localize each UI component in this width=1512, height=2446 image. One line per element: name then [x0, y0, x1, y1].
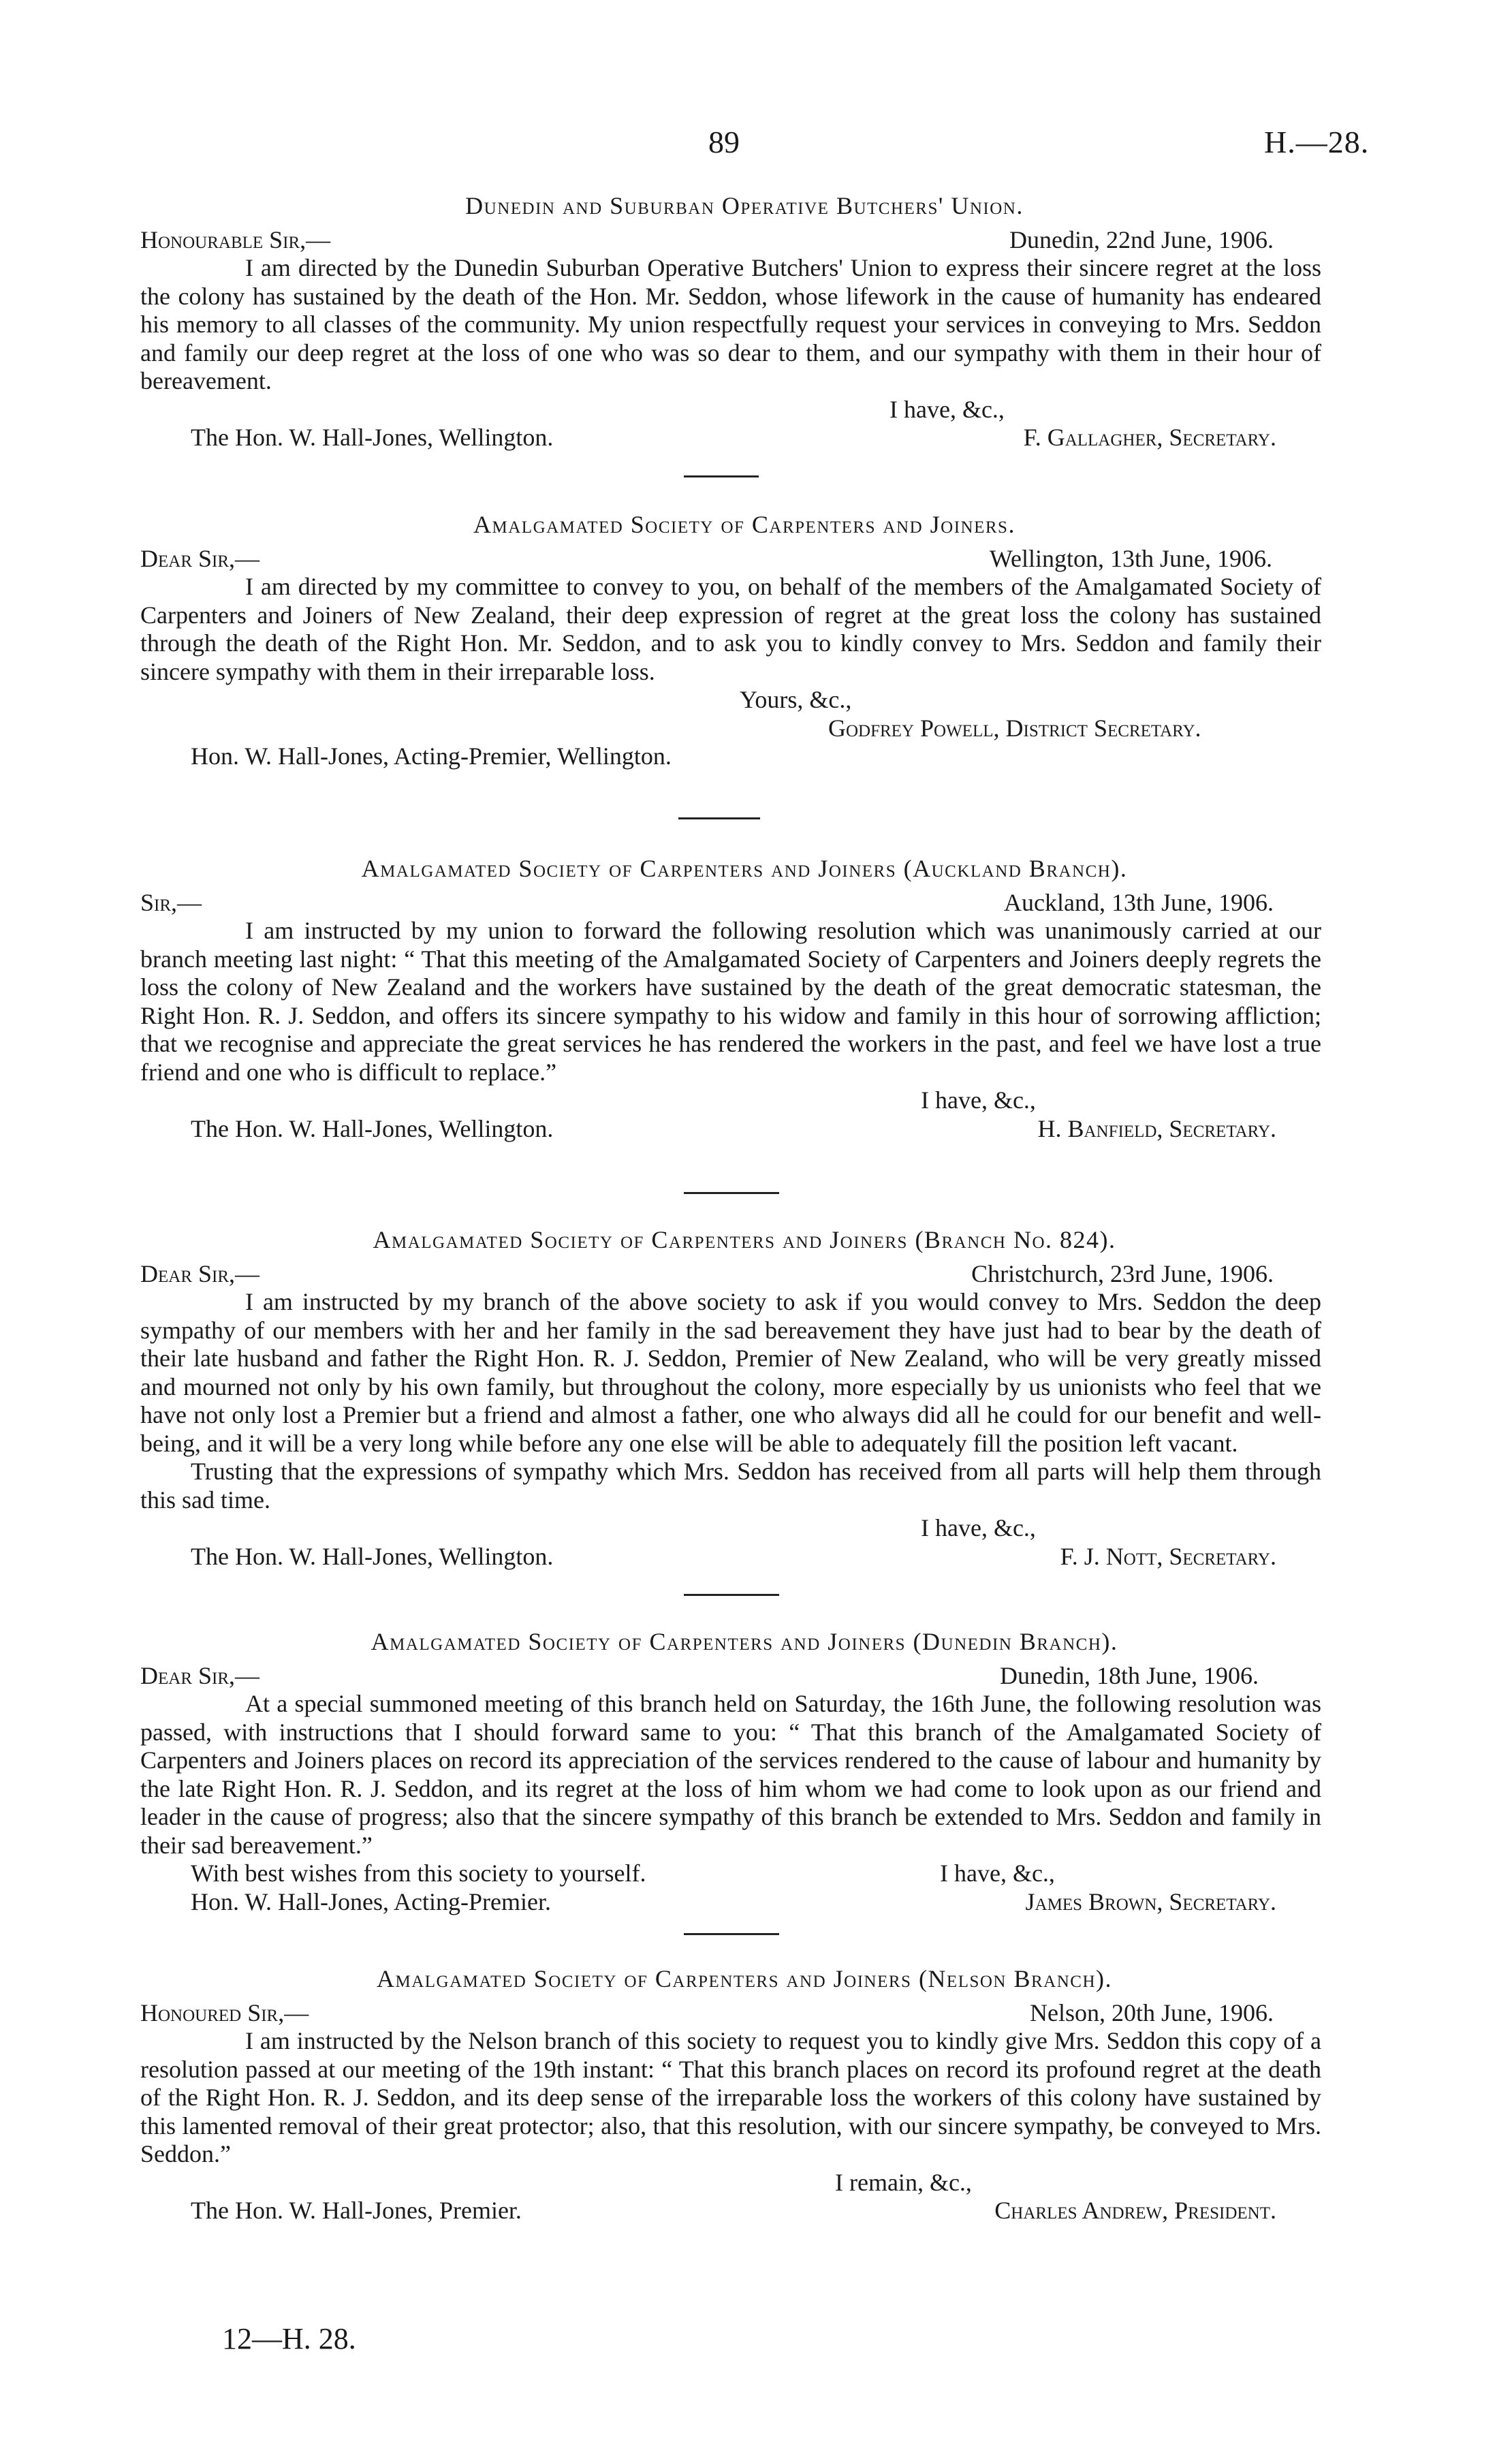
letter-heading: Amalgamated Society of Carpenters and Joiners (Nelson Branch). [377, 1965, 1112, 1992]
addressee: The Hon. W. Hall-Jones, Wellington. [191, 1542, 554, 1570]
letter-heading: Amalgamated Society of Carpenters and Joiners (Auckland Branch). [361, 855, 1128, 882]
salutation: Sir,— [140, 888, 202, 916]
divider-rule [678, 817, 760, 819]
addressee: The Hon. W. Hall-Jones, Wellington. [191, 424, 554, 451]
closing: I have, &c., [921, 1086, 1036, 1114]
closing: I have, &c., [940, 1860, 1055, 1887]
salutation: Honoured Sir,— [140, 1998, 309, 2026]
wishes-row [140, 1860, 1321, 1888]
footer-sheet-code: 12—H. 28. [222, 2322, 356, 2355]
closing: I remain, &c., [835, 2168, 972, 2196]
divider-rule [684, 1192, 779, 1194]
closing: Yours, &c., [740, 686, 852, 713]
closing: I have, &c., [921, 1514, 1036, 1541]
letter-body: I am directed by my committee to convey to you, on behalf of the members of the Amalgamated Society of Carpenters and Joiners of New Zealand, their deep expression of regret at the great loss the colony has sustained through the death of the Right Hon. Mr. Seddon, and to ask you to kindly convey to Mrs. Seddon and family their sincere sympathy with them in their irreparable loss. [140, 573, 1321, 685]
page-number: 89 [708, 125, 740, 159]
letter-dunedin-branch [140, 1628, 1321, 1916]
closing: I have, &c., [889, 395, 1005, 423]
place-date: Christchurch, 23rd June, 1906. [971, 1259, 1274, 1287]
signature: H. Banfield, Secretary. [1037, 1114, 1276, 1142]
letter-body: I am directed by the Dunedin Suburban Operative Butchers' Union to express their sincere regret at the loss the colony has sustained by the death of the Hon. Mr. Seddon, whose lifework in the cause of humanity has endeared his memory to all classes of the community. My union respectfully request your services in conveying to Mrs. Seddon and family our deep regret at the loss of one who was so dear to them, and our sympathy with them in their hour of bereavement. [140, 254, 1321, 394]
document-code: H.—28. [1264, 125, 1370, 159]
letter-body: I am instructed by the Nelson branch of this society to request you to kindly give Mrs. Seddon this copy of a resolution passed at our meeting of the 19th instant: “ That this branch places on record its profound regret at the death of the Right Hon. R. J. Seddon, and its deep sense of the irreparable loss the workers of this colony have sustained by this lamented removal of their great protector; also, that this resolution, with our sincere sympathy, be conveyed to Mrs. Seddon.” [140, 2027, 1321, 2167]
salutation: Dear Sir,— [140, 544, 260, 572]
letter-heading: Amalgamated Society of Carpenters and Joiners (Dunedin Branch). [371, 1628, 1118, 1655]
place-date: Wellington, 13th June, 1906. [989, 544, 1272, 572]
place-date: Dunedin, 22nd June, 1906. [1009, 225, 1274, 253]
letter-body: I am instructed by my union to forward the following resolution which was unanimously carried at our branch meeting last night: “ That this meeting of the Amalgamated Society of Carpenters and Joiners deeply regrets the loss the colony of New Zealand and the workers have sustained by the death of the great democratic statesman, the Right Hon. R. J. Seddon, and offers its sincere sympathy to his widow and family in this hour of sorrowing affliction; that we recognise and appreciate the great services he has rendered the workers in the past, and feel we have lost a true friend and one who is difficult to replace.” [140, 917, 1321, 1086]
salutation: Honourable Sir,— [140, 225, 331, 253]
divider-rule [684, 1594, 779, 1596]
addressee: The Hon. W. Hall-Jones, Premier. [191, 2197, 522, 2224]
signature: Godfrey Powell, District Secretary. [828, 714, 1201, 742]
letter-auckland-branch [140, 855, 1321, 1143]
salutation: Dear Sir,— [140, 1661, 260, 1689]
letter-body-continued: Trusting that the expressions of sympathy which Mrs. Seddon has received from all parts will help them through this sad time. [140, 1458, 1321, 1514]
signature: F. J. Nott, Secretary. [1060, 1542, 1276, 1570]
place-date: Nelson, 20th June, 1906. [1030, 1998, 1274, 2026]
letter-body-continued: With best wishes from this society to yourself. [191, 1860, 646, 1887]
signature: F. Gallagher, Secretary. [1023, 424, 1276, 451]
letter-nelson-branch [140, 1965, 1321, 2225]
addressee: Hon. W. Hall-Jones, Acting-Premier, Wellington. [191, 742, 672, 770]
letter-butchers-union [140, 192, 1321, 452]
divider-rule [684, 475, 759, 477]
addressee: The Hon. W. Hall-Jones, Wellington. [191, 1114, 554, 1142]
letter-branch-824 [140, 1226, 1321, 1571]
letter-heading: Dunedin and Suburban Operative Butchers' Union. [465, 192, 1024, 219]
letter-heading: Amalgamated Society of Carpenters and Joiners (Branch No. 824). [373, 1226, 1116, 1253]
letter-heading: Amalgamated Society of Carpenters and Joiners. [473, 511, 1015, 538]
place-date: Auckland, 13th June, 1906. [1004, 888, 1274, 916]
addressee: Hon. W. Hall-Jones, Acting-Premier. [191, 1887, 551, 1915]
divider-rule [684, 1933, 779, 1935]
letter-carpenters-society [140, 511, 1321, 771]
signature: Charles Andrew, President. [994, 2197, 1276, 2224]
salutation: Dear Sir,— [140, 1259, 260, 1287]
letter-body: I am instructed by my branch of the above society to ask if you would convey to Mrs. Seddon the deep sympathy of our members with her and her family in the sad bereavement they have just had to bear by the death of their late husband and father the Right Hon. R. J. Seddon, Premier of New Zealand, who will be very greatly missed and mourned not only by his own family, but throughout the colony, more especially by us unionists who feel that we have not only lost a Premier but a friend and almost a father, one who always did all he could for our benefit and well-being, and it will be a very long while before any one else will be able to adequately fill the position left vacant. [140, 1288, 1321, 1457]
place-date: Dunedin, 18th June, 1906. [1000, 1661, 1259, 1689]
signature: James Brown, Secretary. [1025, 1887, 1276, 1915]
letter-body: At a special summoned meeting of this branch held on Saturday, the 16th June, the following resolution was passed, with instructions that I should forward same to you: “ That this branch of the Amalgamated Society of Carpenters and Joiners places on record its appreciation of the services rendered to the cause of labour and humanity by the late Right Hon. R. J. Seddon, and its regret at the loss of him whom we had come to look upon as our friend and leader in the cause of progress; also that the sincere sympathy of this branch be extended to Mrs. Seddon and family in their sad bereavement.” [140, 1690, 1321, 1859]
